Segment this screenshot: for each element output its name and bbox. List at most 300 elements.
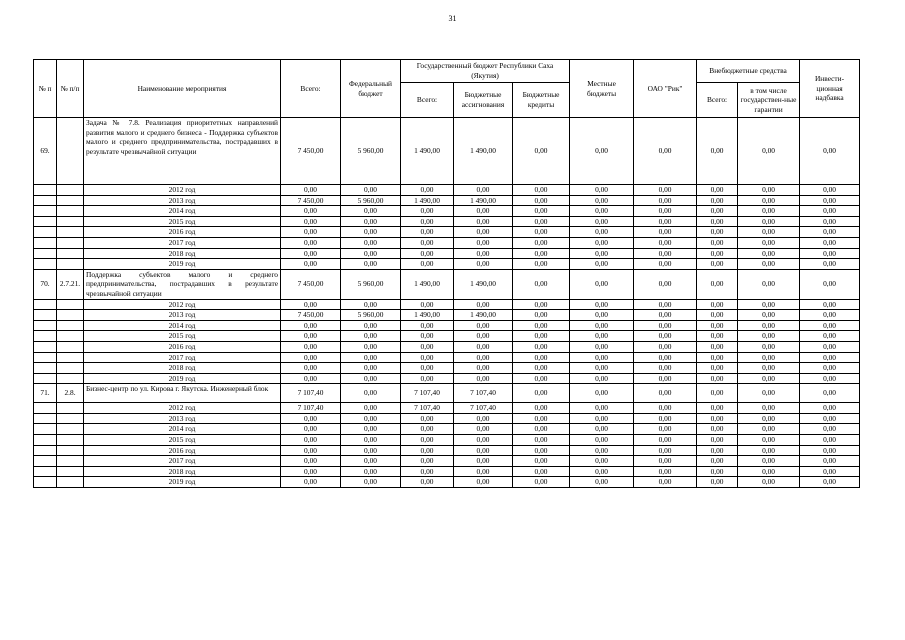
year-empty-pn: [57, 373, 84, 384]
header-total: Всего:: [281, 60, 341, 118]
year-value: 0,00: [454, 185, 513, 196]
year-value: 0,00: [697, 403, 738, 414]
year-value: 0,00: [570, 320, 634, 331]
year-value: 0,00: [800, 227, 860, 238]
year-value: 0,00: [800, 445, 860, 456]
year-value: 0,00: [513, 403, 570, 414]
year-row: [34, 373, 860, 384]
year-empty-pn: [57, 237, 84, 248]
year-value: 0,00: [513, 445, 570, 456]
task-value: 0,00: [800, 384, 860, 403]
year-value: 0,00: [570, 216, 634, 227]
year-value: 1 490,00: [401, 310, 454, 321]
year-value: 0,00: [513, 237, 570, 248]
task-value: 0,00: [738, 269, 800, 299]
task-value: 1 490,00: [454, 118, 513, 185]
year-value: 0,00: [570, 466, 634, 477]
year-empty-no: [34, 195, 57, 206]
year-row: [34, 352, 860, 363]
year-value: 0,00: [454, 456, 513, 467]
year-value: 0,00: [454, 206, 513, 217]
year-row: [34, 195, 860, 206]
year-value: 0,00: [570, 435, 634, 446]
year-label: 2016 год: [84, 227, 281, 238]
task-value: 0,00: [341, 384, 401, 403]
year-value: 0,00: [634, 248, 697, 259]
year-value: 0,00: [401, 341, 454, 352]
year-value: 0,00: [513, 424, 570, 435]
year-value: 0,00: [401, 413, 454, 424]
year-value: 0,00: [570, 248, 634, 259]
year-value: 0,00: [738, 206, 800, 217]
task-value: 7 107,40: [454, 384, 513, 403]
year-empty-pn: [57, 248, 84, 259]
year-value: 0,00: [738, 331, 800, 342]
year-empty-pn: [57, 456, 84, 467]
year-value: 0,00: [513, 435, 570, 446]
year-value: 0,00: [454, 259, 513, 270]
year-value: 0,00: [634, 320, 697, 331]
year-label: 2012 год: [84, 403, 281, 414]
year-value: 0,00: [513, 185, 570, 196]
year-value: 0,00: [454, 248, 513, 259]
year-value: 0,00: [341, 227, 401, 238]
task-row: [34, 269, 860, 299]
year-value: 0,00: [570, 363, 634, 374]
year-empty-no: [34, 248, 57, 259]
year-empty-no: [34, 185, 57, 196]
year-value: 0,00: [513, 259, 570, 270]
year-value: 0,00: [570, 237, 634, 248]
year-value: 0,00: [454, 227, 513, 238]
year-value: 0,00: [697, 320, 738, 331]
year-value: 0,00: [738, 320, 800, 331]
year-value: 0,00: [513, 216, 570, 227]
year-value: 0,00: [634, 185, 697, 196]
header-state-alloc: Бюджетные ассигнования: [454, 83, 513, 118]
year-value: 0,00: [281, 435, 341, 446]
year-value: 5 960,00: [341, 310, 401, 321]
task-value: 0,00: [570, 384, 634, 403]
year-value: 0,00: [800, 363, 860, 374]
year-empty-no: [34, 445, 57, 456]
year-value: 0,00: [341, 331, 401, 342]
year-value: 0,00: [401, 206, 454, 217]
year-row: [34, 424, 860, 435]
year-label: 2019 год: [84, 477, 281, 488]
year-value: 0,00: [454, 352, 513, 363]
year-value: 0,00: [738, 373, 800, 384]
year-value: 0,00: [634, 403, 697, 414]
year-empty-pn: [57, 341, 84, 352]
year-value: 0,00: [697, 435, 738, 446]
year-label: 2016 год: [84, 445, 281, 456]
year-value: 0,00: [800, 413, 860, 424]
year-value: 0,00: [800, 195, 860, 206]
year-value: 0,00: [341, 216, 401, 227]
year-empty-no: [34, 373, 57, 384]
task-value: 0,00: [738, 384, 800, 403]
year-value: 0,00: [281, 363, 341, 374]
year-value: 0,00: [281, 456, 341, 467]
task-value: 5 960,00: [341, 118, 401, 185]
year-value: 0,00: [341, 363, 401, 374]
year-label: 2013 год: [84, 310, 281, 321]
task-name: Бизнес-центр по ул. Кирова г. Якутска. Инженерный блок: [84, 384, 281, 403]
year-value: 0,00: [281, 237, 341, 248]
year-value: 0,00: [634, 373, 697, 384]
year-empty-pn: [57, 227, 84, 238]
year-value: 0,00: [281, 259, 341, 270]
year-value: 0,00: [401, 363, 454, 374]
header-name: Наименование мероприятия: [84, 60, 281, 118]
task-value: 0,00: [513, 384, 570, 403]
year-empty-pn: [57, 216, 84, 227]
year-value: 0,00: [281, 216, 341, 227]
year-value: 0,00: [738, 227, 800, 238]
year-value: 0,00: [454, 477, 513, 488]
year-value: 0,00: [738, 259, 800, 270]
year-value: 0,00: [800, 352, 860, 363]
year-value: 0,00: [513, 310, 570, 321]
year-empty-no: [34, 216, 57, 227]
year-value: 1 490,00: [454, 310, 513, 321]
year-value: 0,00: [697, 352, 738, 363]
year-value: 0,00: [738, 413, 800, 424]
year-empty-pn: [57, 299, 84, 310]
year-row: [34, 445, 860, 456]
year-value: 0,00: [738, 477, 800, 488]
year-label: 2019 год: [84, 259, 281, 270]
year-value: 0,00: [800, 310, 860, 321]
task-name: Поддержка субъектов малого и среднего предпринимательства, пострадавших в результате чрезвычайной ситуации: [84, 269, 281, 299]
task-value: 0,00: [634, 384, 697, 403]
task-value: 0,00: [738, 118, 800, 185]
year-label: 2014 год: [84, 320, 281, 331]
year-row: [34, 227, 860, 238]
year-value: 0,00: [570, 195, 634, 206]
year-value: 0,00: [401, 216, 454, 227]
year-label: 2016 год: [84, 341, 281, 352]
task-value: 0,00: [513, 118, 570, 185]
year-value: 0,00: [634, 424, 697, 435]
year-value: 0,00: [570, 331, 634, 342]
year-value: 0,00: [634, 466, 697, 477]
year-value: 0,00: [341, 206, 401, 217]
year-value: 0,00: [634, 477, 697, 488]
year-value: 0,00: [738, 341, 800, 352]
year-row: [34, 259, 860, 270]
year-value: 0,00: [800, 248, 860, 259]
task-value: 0,00: [570, 269, 634, 299]
year-row: [34, 185, 860, 196]
year-value: 0,00: [634, 456, 697, 467]
year-value: 0,00: [341, 341, 401, 352]
year-empty-no: [34, 424, 57, 435]
year-value: 0,00: [401, 466, 454, 477]
year-empty-no: [34, 477, 57, 488]
year-value: 0,00: [341, 403, 401, 414]
task-row: [34, 384, 860, 403]
year-value: 0,00: [454, 299, 513, 310]
year-value: 0,00: [513, 206, 570, 217]
year-label: 2013 год: [84, 195, 281, 206]
year-value: 0,00: [454, 424, 513, 435]
year-value: 0,00: [281, 445, 341, 456]
year-row: [34, 320, 860, 331]
year-label: 2018 год: [84, 248, 281, 259]
year-value: 0,00: [401, 248, 454, 259]
year-value: 0,00: [697, 477, 738, 488]
year-row: [34, 331, 860, 342]
year-value: 0,00: [513, 320, 570, 331]
year-label: 2014 год: [84, 206, 281, 217]
year-value: 0,00: [341, 456, 401, 467]
task-pn: 2.8.: [57, 384, 84, 403]
year-value: 0,00: [341, 299, 401, 310]
year-value: 0,00: [341, 424, 401, 435]
year-value: 0,00: [513, 352, 570, 363]
year-value: 7 107,40: [401, 403, 454, 414]
task-value: 7 450,00: [281, 269, 341, 299]
year-value: 0,00: [634, 206, 697, 217]
year-row: [34, 310, 860, 321]
year-value: 0,00: [738, 299, 800, 310]
year-value: 0,00: [634, 237, 697, 248]
year-value: 0,00: [281, 373, 341, 384]
year-value: 0,00: [634, 227, 697, 238]
task-value: 0,00: [697, 384, 738, 403]
task-value: 1 490,00: [401, 269, 454, 299]
year-value: 0,00: [738, 195, 800, 206]
year-value: 0,00: [570, 413, 634, 424]
year-value: 0,00: [401, 477, 454, 488]
year-value: 0,00: [800, 341, 860, 352]
year-value: 0,00: [800, 206, 860, 217]
year-value: 0,00: [697, 185, 738, 196]
task-value: 0,00: [800, 269, 860, 299]
year-value: 0,00: [738, 185, 800, 196]
task-value: 1 490,00: [454, 269, 513, 299]
year-empty-no: [34, 456, 57, 467]
year-value: 0,00: [401, 373, 454, 384]
task-row: [34, 118, 860, 185]
year-empty-no: [34, 341, 57, 352]
year-value: 0,00: [634, 195, 697, 206]
task-value: 7 107,40: [281, 384, 341, 403]
year-value: 0,00: [570, 185, 634, 196]
year-value: 0,00: [281, 424, 341, 435]
year-empty-pn: [57, 320, 84, 331]
task-number: 70.: [34, 269, 57, 299]
year-label: 2017 год: [84, 237, 281, 248]
year-row: [34, 248, 860, 259]
year-value: 0,00: [800, 216, 860, 227]
year-label: 2018 год: [84, 466, 281, 477]
year-label: 2017 год: [84, 456, 281, 467]
year-row: [34, 341, 860, 352]
year-empty-no: [34, 237, 57, 248]
year-value: 0,00: [341, 477, 401, 488]
year-value: 0,00: [281, 341, 341, 352]
year-value: 0,00: [697, 341, 738, 352]
year-value: 7 450,00: [281, 310, 341, 321]
year-value: 0,00: [513, 413, 570, 424]
year-value: 0,00: [341, 248, 401, 259]
year-empty-no: [34, 310, 57, 321]
year-row: [34, 216, 860, 227]
year-value: 0,00: [341, 435, 401, 446]
year-value: 0,00: [341, 466, 401, 477]
year-value: 0,00: [401, 185, 454, 196]
year-value: 0,00: [513, 331, 570, 342]
year-value: 0,00: [634, 331, 697, 342]
year-value: 0,00: [570, 341, 634, 352]
year-value: 0,00: [401, 320, 454, 331]
year-value: 0,00: [570, 456, 634, 467]
year-value: 0,00: [697, 237, 738, 248]
year-value: 0,00: [697, 310, 738, 321]
year-value: 0,00: [738, 424, 800, 435]
year-empty-no: [34, 352, 57, 363]
year-value: 0,00: [634, 259, 697, 270]
year-value: 0,00: [800, 320, 860, 331]
year-value: 0,00: [513, 456, 570, 467]
year-value: 0,00: [513, 477, 570, 488]
year-row: [34, 413, 860, 424]
header-oao: ОАО "Рик": [634, 60, 697, 118]
task-name: Задача № 7.8. Реализация приоритетных направлений развития малого и среднего бизнеса - Поддержка субъектов малого и среднего предпринимательства, пострадавших в результате чрезвычайной ситуации: [84, 118, 281, 185]
year-empty-no: [34, 259, 57, 270]
year-value: 0,00: [738, 237, 800, 248]
year-value: 0,00: [634, 216, 697, 227]
year-empty-pn: [57, 259, 84, 270]
year-value: 0,00: [800, 299, 860, 310]
task-value: 0,00: [513, 269, 570, 299]
year-value: 0,00: [738, 216, 800, 227]
task-value: 1 490,00: [401, 118, 454, 185]
year-value: 0,00: [454, 363, 513, 374]
year-value: 0,00: [738, 445, 800, 456]
table-body: [34, 118, 860, 488]
year-empty-pn: [57, 363, 84, 374]
year-empty-pn: [57, 424, 84, 435]
task-value: 0,00: [634, 118, 697, 185]
year-empty-no: [34, 435, 57, 446]
year-value: 0,00: [401, 456, 454, 467]
year-value: 0,00: [570, 206, 634, 217]
year-label: 2013 год: [84, 413, 281, 424]
year-value: 0,00: [800, 424, 860, 435]
year-value: 0,00: [697, 259, 738, 270]
year-label: 2015 год: [84, 435, 281, 446]
year-value: 0,00: [570, 299, 634, 310]
year-label: 2015 год: [84, 331, 281, 342]
year-value: 0,00: [341, 445, 401, 456]
year-value: 0,00: [800, 373, 860, 384]
year-value: 0,00: [738, 456, 800, 467]
year-value: 0,00: [513, 227, 570, 238]
year-value: 0,00: [570, 227, 634, 238]
year-value: 0,00: [281, 227, 341, 238]
header-off-total: Всего:: [697, 83, 738, 118]
year-value: 0,00: [341, 373, 401, 384]
year-value: 0,00: [454, 237, 513, 248]
year-value: 0,00: [634, 341, 697, 352]
header-invest: Инвести-ционная надбавка: [800, 60, 860, 118]
task-value: 5 960,00: [341, 269, 401, 299]
year-value: 0,00: [800, 466, 860, 477]
header-pn: № п/п: [57, 60, 84, 118]
year-value: 0,00: [570, 477, 634, 488]
task-value: 7 107,40: [401, 384, 454, 403]
header-offbudget: Внебюджетные средства: [697, 60, 800, 83]
year-empty-pn: [57, 310, 84, 321]
year-empty-no: [34, 206, 57, 217]
year-value: 0,00: [281, 352, 341, 363]
task-value: 0,00: [697, 118, 738, 185]
year-value: 0,00: [634, 310, 697, 321]
year-value: 0,00: [800, 403, 860, 414]
year-value: 0,00: [738, 435, 800, 446]
year-value: 0,00: [341, 185, 401, 196]
year-label: 2018 год: [84, 363, 281, 374]
year-label: 2017 год: [84, 352, 281, 363]
year-value: 0,00: [401, 259, 454, 270]
year-row: [34, 403, 860, 414]
year-value: 0,00: [697, 466, 738, 477]
year-value: 0,00: [800, 435, 860, 446]
year-row: [34, 299, 860, 310]
year-value: 0,00: [738, 248, 800, 259]
header-state-credit: Бюджетные кредиты: [513, 83, 570, 118]
page-number: 31: [448, 14, 457, 23]
task-number: 71.: [34, 384, 57, 403]
year-empty-pn: [57, 466, 84, 477]
year-value: 0,00: [281, 413, 341, 424]
year-value: 0,00: [454, 216, 513, 227]
year-label: 2012 год: [84, 299, 281, 310]
header-state-budget: Государственный бюджет Республики Саха (Якутия): [401, 60, 570, 83]
year-value: 0,00: [738, 466, 800, 477]
year-value: 0,00: [570, 259, 634, 270]
year-value: 0,00: [570, 445, 634, 456]
year-empty-no: [34, 403, 57, 414]
year-label: 2019 год: [84, 373, 281, 384]
year-value: 0,00: [341, 237, 401, 248]
year-value: 0,00: [570, 310, 634, 321]
year-value: 0,00: [341, 259, 401, 270]
task-value: 0,00: [697, 269, 738, 299]
year-empty-pn: [57, 185, 84, 196]
year-empty-pn: [57, 206, 84, 217]
year-value: 0,00: [800, 259, 860, 270]
year-value: 0,00: [697, 195, 738, 206]
year-empty-no: [34, 331, 57, 342]
year-value: 0,00: [697, 363, 738, 374]
year-value: 0,00: [738, 363, 800, 374]
task-pn: [57, 118, 84, 185]
year-value: 0,00: [281, 320, 341, 331]
year-row: [34, 456, 860, 467]
year-value: 7 107,40: [281, 403, 341, 414]
year-value: 0,00: [281, 331, 341, 342]
task-value: 0,00: [634, 269, 697, 299]
year-value: 0,00: [697, 424, 738, 435]
year-empty-pn: [57, 331, 84, 342]
year-value: 0,00: [454, 466, 513, 477]
year-value: 0,00: [513, 248, 570, 259]
